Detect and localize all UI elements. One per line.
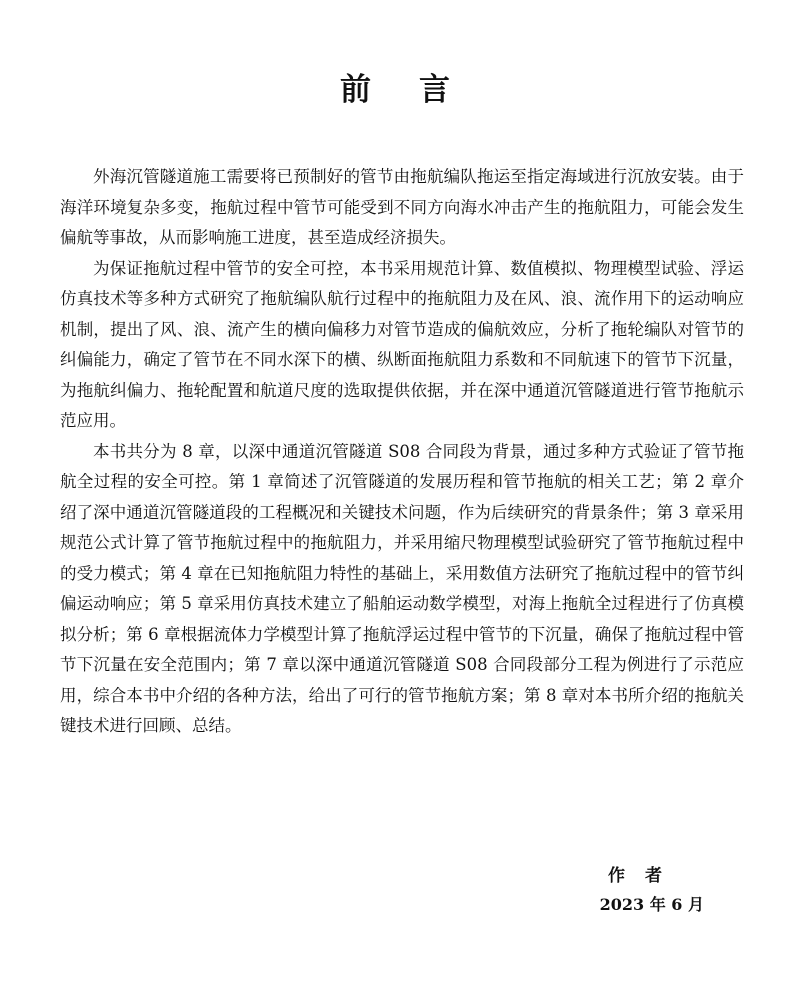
paragraph-1: 外海沉管隧道施工需要将已预制好的管节由拖航编队拖运至指定海域进行沉放安装。由于海洋环境复杂多变，拖航过程中管节可能受到不同方向海水冲击产生的拖航阻力，可能会发生偏航等事故，从而影响施工进度，甚至造成经济损失。 <box>60 167 744 247</box>
author-signature: 作者 <box>608 866 682 886</box>
paragraph-3: 本书共分为 8 章，以深中通道沉管隧道 S08 合同段为背景，通过多种方式验证了管节拖航全过程的安全可控。第 1 章简述了沉管隧道的发展历程和管节拖航的相关工艺；第 2 章介绍了深中通道沉管隧道段的工程概况和关键技术问题，作为后续研究的背景条件；第 3 章采用规范公式计算了管节拖航过程中的拖航阻力，并采用缩尺物理模型试验研究了管节拖航过程中的受力模式；第 4 章在已知拖航阻力特性的基础上，采用数值方法研究了拖航过程中的管节纠偏运动响应；第 5 章采用仿真技术建立了船舶运动数学模型，对海上拖航全过程进行了仿真模拟分析；第 6 章根据流体力学模型计算了拖航浮运过程中管节的下沉量，确保了拖航过程中管节下沉量在安全范围内；第 7 章以深中通道沉管隧道 S08 合同段部分工程为例进行了示范应用，综合本书中介绍的各种方法，给出了可行的管节拖航方案；第 8 章对本书所介绍的拖航关键技术进行回顾、总结。 <box>60 441 744 735</box>
page-title: 前言 <box>340 72 498 108</box>
paragraph-2: 为保证拖航过程中管节的安全可控，本书采用规范计算、数值模拟、物理模型试验、浮运仿真技术等多种方式研究了拖航编队航行过程中的拖航阻力及在风、浪、流作用下的运动响应机制，提出了风、浪、流产生的横向偏移力对管节造成的偏航效应，分析了拖轮编队对管节的纠偏能力，确定了管节在不同水深下的横、纵断面拖航阻力系数和不同航速下的管节下沉量，为拖航纠偏力、拖轮配置和航道尺度的选取提供依据，并在深中通道沉管隧道进行管节拖航示范应用。 <box>60 258 744 430</box>
signature-date: 2023 年 6 月 <box>599 895 704 914</box>
preface-body <box>60 162 744 742</box>
